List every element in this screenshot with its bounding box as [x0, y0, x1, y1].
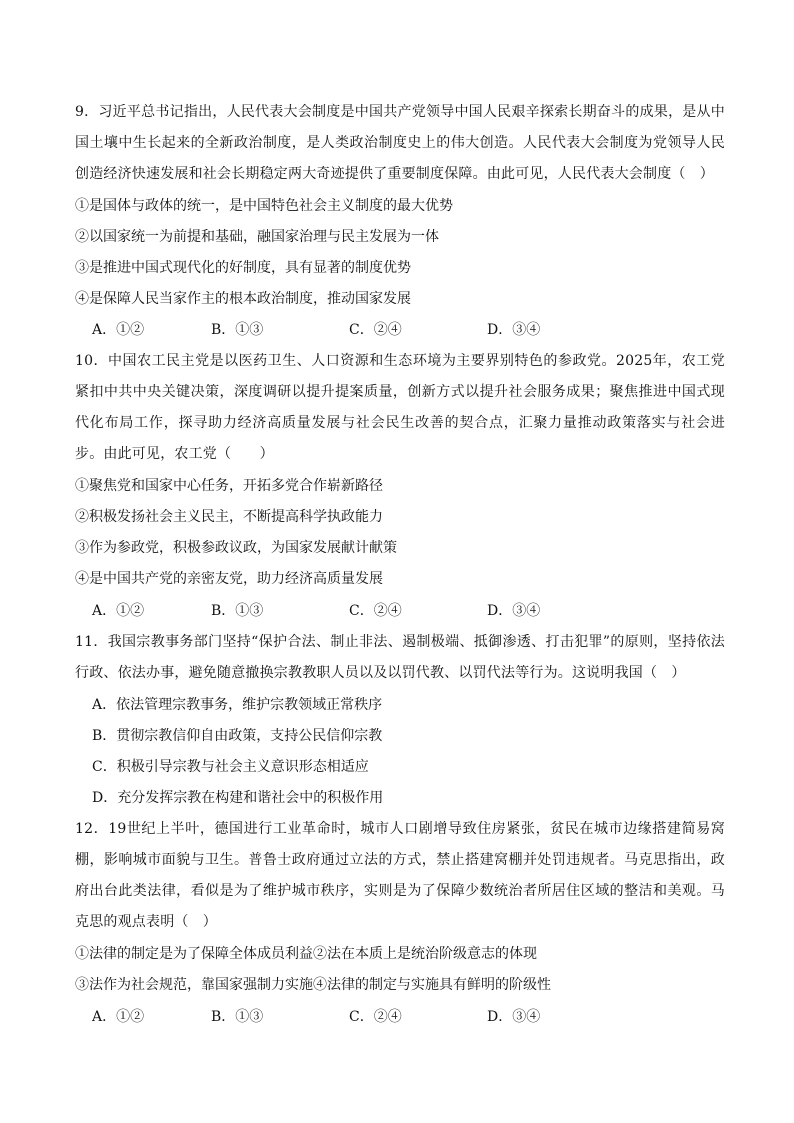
question-12-items-line-2: ③法作为社会规范，靠国家强制力实施④法律的制定与实施具有鲜明的阶级性 — [75, 977, 551, 993]
question-10-option-c: C．②④ — [349, 603, 402, 619]
question-9-option-c: C．②④ — [349, 322, 402, 338]
question-11-option-d: D．充分发挥宗教在构建和谐社会中的积极作用 — [92, 790, 384, 806]
question-9-item-2: ②以国家统一为前提和基础，融国家治理与民主发展为一体 — [75, 229, 439, 245]
question-12-option-c: C．②④ — [349, 1009, 402, 1025]
question-9-item-4: ④是保障人民当家作主的根本政治制度，推动国家发展 — [75, 291, 411, 307]
question-11-option-c: C．积极引导宗教与社会主义意识形态相适应 — [92, 759, 369, 775]
question-12-stem: 12．19世纪上半叶，德国进行工业革命时，城市人口剧增导致住房紧张，贫民在城市边缘搭建简易窝棚，影响城市面貌与卫生。普鲁士政府通过立法的方式，禁止搭建窝棚并处罚违规者。马克思指出，政府出台此类法律，看似是为了维护城市秩序，实则是为了保障少数统治者所居住区域的整洁和美观。马克思的观点表明（ ） — [75, 821, 725, 930]
question-9-option-d: D．③④ — [487, 322, 541, 338]
question-9-item-3: ③是推进中国式现代化的好制度，具有显著的制度优势 — [75, 260, 411, 276]
question-12-option-d: D．③④ — [487, 1009, 541, 1025]
question-11-option-a: A．依法管理宗教事务，维护宗教领域正常秩序 — [92, 697, 383, 713]
question-10-item-3: ③作为参政党，积极参政议政，为国家发展献计献策 — [75, 540, 397, 556]
question-10-stem: 10．中国农工民主党是以医药卫生、人口资源和生态环境为主要界别特色的参政党。2025年，农工党紧扣中共中央关键决策，深度调研以提升提案质量，创新方式以提升社会服务成果；聚焦推进中国式现代化布局工作，探寻助力经济高质量发展与社会民生改善的契合点，汇聚力量推动政策落实与社会进步。由此可见，农工党（ ） — [75, 353, 725, 462]
question-10-item-2: ②积极发扬社会主义民主，不断提高科学执政能力 — [75, 509, 383, 525]
question-10-option-d: D．③④ — [487, 603, 541, 619]
question-12-option-b: B．①③ — [211, 1009, 264, 1025]
question-11-stem: 11．我国宗教事务部门坚持“保护合法、制止非法、遏制极端、抵御渗透、打击犯罪”的原则，坚持依法行政、依法办事，避免随意撤换宗教教职人员以及以罚代教、以罚代法等行为。这说明我国（ ） — [75, 634, 725, 681]
question-9-item-1: ①是国体与政体的统一，是中国特色社会主义制度的最大优势 — [75, 198, 453, 214]
question-10-item-4: ④是中国共产党的亲密友党，助力经济高质量发展 — [75, 571, 383, 587]
question-9-stem: 9．习近平总书记指出，人民代表大会制度是中国共产党领导中国人民艰辛探索长期奋斗的成果，是从中国土壤中生长起来的全新政治制度，是人类政治制度史上的伟大创造。人民代表大会制度为党领导人民创造经济快速发展和社会长期稳定两大奇迹提供了重要制度保障。由此可见，人民代表大会制度（ ） — [75, 104, 725, 182]
question-10-option-b: B．①③ — [211, 603, 264, 619]
question-9-option-a: A．①② — [92, 322, 145, 338]
question-10-item-1: ①聚焦党和国家中心任务，开拓多党合作崭新路径 — [75, 478, 383, 494]
question-12-items-line-1: ①法律的制定是为了保障全体成员利益②法在本质上是统治阶级意志的体现 — [75, 946, 537, 962]
question-12-option-a: A．①② — [92, 1009, 145, 1025]
question-11-option-b: B．贯彻宗教信仰自由政策，支持公民信仰宗教 — [92, 728, 383, 744]
question-9-option-b: B．①③ — [211, 322, 264, 338]
question-10-option-a: A．①② — [92, 603, 145, 619]
